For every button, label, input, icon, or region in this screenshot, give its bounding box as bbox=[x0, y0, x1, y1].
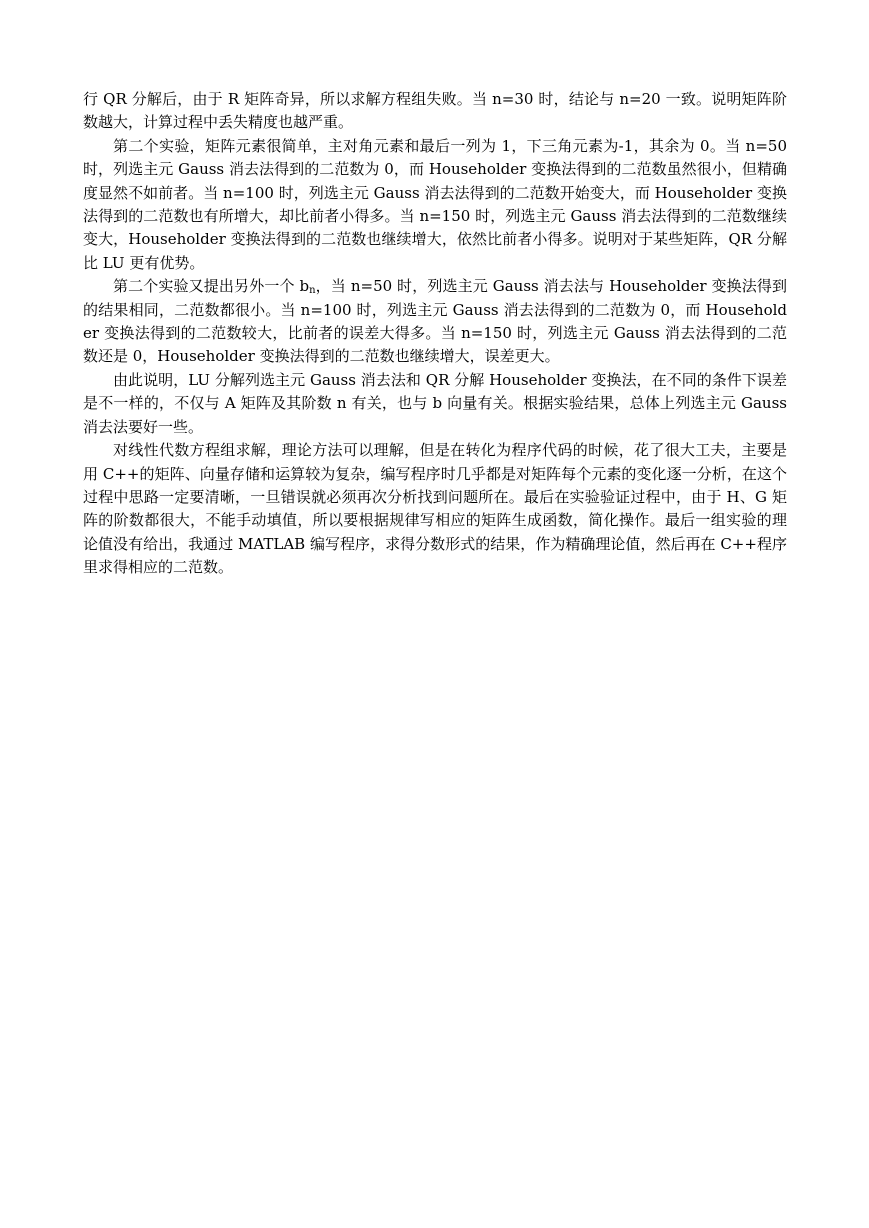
paragraph-bn-text-before: 第二个实验又提出另外一个 b bbox=[113, 277, 310, 296]
paragraph-reflection: 对线性代数方程组求解，理论方法可以理解，但是在转化为程序代码的时候，花了很大工夫，主要是用 C++的矩阵、向量存储和运算较为复杂，编写程序时几乎都是对矩阵每个元素的变化逐一分析，在这个过程中思路一定要清晰，一旦错误就必须再次分析找到问题所在。最后在实验验证过程中，由于 H、G 矩阵的阶数都很大，不能手动填值，所以要根据规律写相应的矩阵生成函数，简化操作。最后一组实验的理论值没有给出，我通过 MATLAB 编写程序，求得分数形式的结果，作为精确理论值，然后再在 C++程序里求得相应的二范数。 bbox=[83, 441, 787, 577]
paragraph-summary: 由此说明，LU 分解列选主元 Gauss 消去法和 QR 分解 Householder 变换法，在不同的条件下误差是不一样的，不仅与 A 矩阵及其阶数 n 有关，也与 b 向量有关。根据实验结果，总体上列选主元 Gauss 消去法要好一些。 bbox=[83, 370, 787, 436]
paragraph-experiment-two: 第二个实验，矩阵元素很简单，主对角元素和最后一列为 1，下三角元素为-1，其余为 0。当 n=50 时，列选主元 Gauss 消去法得到的二范数为 0，而 Householder 变换法得到的二范数虽然很小，但精确度显然不如前者。当 n=100 时，列选主元 Gauss 消去法得到的二范数开始变大，而 Householder 变换法得到的二范数也有所增大，却比前者小得多。当 n=150 时，列选主元 Gauss 消去法得到的二范数继续变大，Householder 变换法得到的二范数也继续增大，依然比前者小得多。说明对于某些矩阵，QR 分解比 LU 更有优势。 bbox=[83, 136, 787, 272]
paragraph-experiment-two-bn bbox=[83, 275, 787, 369]
paragraph-bn-text-after: ，当 n=50 时，列选主元 Gauss 消去法与 Householder 变换法得到的结果相同，二范数都很小。当 n=100 时，列选主元 Gauss 消去法得到的二范数为 0，而 Householder 变换法得到的二范数较大，比前者的误差大得多。当 n=150 时，列选主元 Gauss 消去法得到的二范数还是 0，Householder 变换法得到的二范数也继续增大，误差更大。 bbox=[83, 277, 787, 366]
subscript-n: n bbox=[309, 285, 316, 297]
paragraph-qr-conclusion: 行 QR 分解后，由于 R 矩阵奇异，所以求解方程组失败。当 n=30 时，结论与 n=20 一致。说明矩阵阶数越大，计算过程中丢失精度也越严重。 bbox=[83, 90, 787, 132]
document-page bbox=[83, 88, 787, 580]
